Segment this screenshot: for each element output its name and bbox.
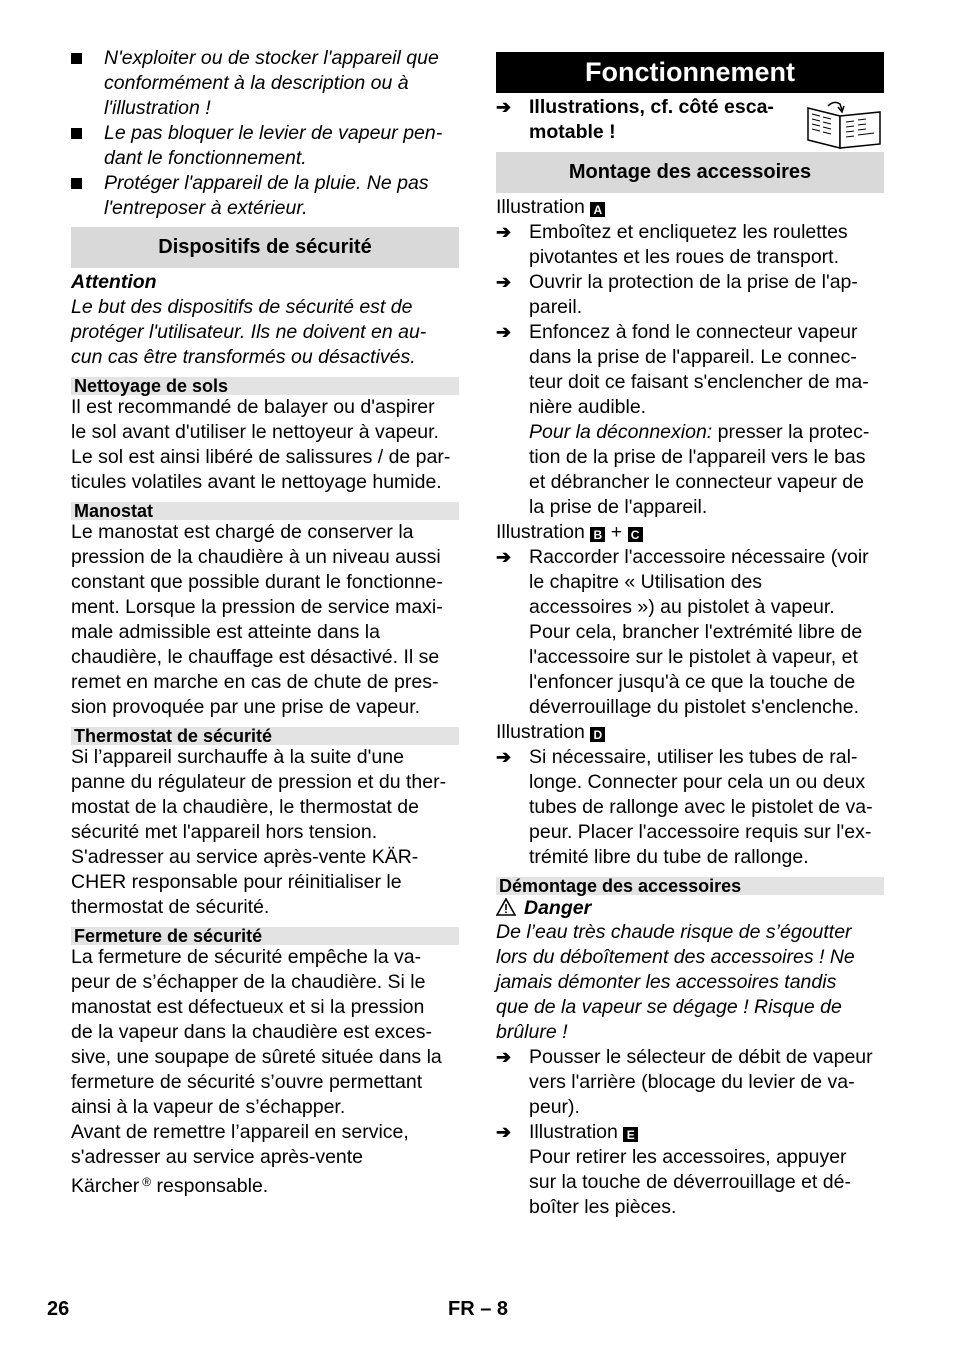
manostat-text: pression de la chaudière à un niveau aussi xyxy=(71,546,441,568)
closure-text: s'adresser au service après-vente xyxy=(71,1146,364,1168)
illustration-label: Illustration xyxy=(496,196,585,218)
illustration-label: Illustration xyxy=(496,721,585,743)
thermostat-text: panne du régulateur de pression et du ther- xyxy=(71,771,447,793)
montage-step-4: déverrouillage du pistolet s'enclenche. xyxy=(529,696,860,718)
subheading-manostat: Manostat xyxy=(71,502,459,520)
danger-label: Danger xyxy=(524,897,592,919)
floor-text: ticules volatiles avant le nettoyage humide. xyxy=(71,471,442,493)
section-heading-montage: Montage des accessoires xyxy=(496,152,884,193)
illustration-bc-line xyxy=(496,520,884,545)
warning-triangle-icon xyxy=(496,896,516,921)
figure-box-d: D xyxy=(590,727,605,742)
montage-step-5: longe. Connecter pour cela un ou deux xyxy=(529,771,866,793)
manostat-text: chaudière, le chauffage est désactivé. Il se xyxy=(71,646,440,668)
bullet-text: N'exploiter ou de stocker l'appareil que xyxy=(104,47,439,69)
manostat-text: sion provoquée par une prise de vapeur. xyxy=(71,696,421,718)
floor-text: le sol avant d'utiliser le nettoyeur à vapeur. xyxy=(71,421,439,443)
illustration-ref-text: motable ! xyxy=(529,121,616,143)
arrow-icon: ➔ xyxy=(496,272,512,292)
montage-step-4: l'accessoire sur le pistolet à vapeur, et xyxy=(529,646,858,668)
montage-step-1: pivotantes et les roues de transport. xyxy=(529,246,840,268)
illustration-ref-text: Illustrations, cf. côté esca- xyxy=(529,96,774,118)
montage-step-5: peur. Placer l'accessoire requis sur l'ex- xyxy=(529,821,872,843)
attention-text: Le but des dispositifs de sécurité est de xyxy=(71,296,413,318)
disconnect-text: tion de la prise de l'appareil vers le bas xyxy=(529,446,866,468)
dismount-step-1: peur). xyxy=(529,1096,580,1118)
plus-sign: + xyxy=(610,521,623,543)
figure-box-e: E xyxy=(623,1127,638,1142)
subheading-dismount: Démontage des accessoires xyxy=(496,877,884,895)
montage-step-4: accessoires ») au pistolet à vapeur. xyxy=(529,596,835,618)
closure-text: manostat est défectueux et si la pression xyxy=(71,996,425,1018)
montage-step-4: Pour cela, brancher l'extrémité libre de xyxy=(529,621,863,643)
arrow-icon: ➔ xyxy=(496,1047,512,1067)
closure-last-line xyxy=(71,1170,459,1195)
montage-step-5: trémité libre du tube de rallonge. xyxy=(529,846,809,868)
arrow-icon: ➔ xyxy=(496,547,512,567)
thermostat-text: Si l’appareil surchauffe à la suite d'une xyxy=(71,746,404,768)
montage-step-1: Emboîtez et encliquetez les roulettes xyxy=(529,221,848,243)
bullet-square-icon xyxy=(71,53,82,64)
arrow-icon: ➔ xyxy=(496,747,512,767)
dismount-step-2: boîter les pièces. xyxy=(529,1196,677,1218)
bullet-text: Protéger l'appareil de la pluie. Ne pas xyxy=(104,172,429,194)
dismount-step-1: Pousser le sélecteur de débit de vapeur xyxy=(529,1046,873,1068)
closure-text: ainsi à la vapeur de s’échapper. xyxy=(71,1096,346,1118)
montage-step-5: Si nécessaire, utiliser les tubes de ral- xyxy=(529,746,858,768)
dismount-step-2: sur la touche de déverrouillage et dé- xyxy=(529,1171,851,1193)
montage-step-3: dans la prise de l'appareil. Le connec- xyxy=(529,346,857,368)
montage-step-3: Enfoncez à fond le connecteur vapeur xyxy=(529,321,858,343)
section-heading-safety: Dispositifs de sécurité xyxy=(71,227,459,268)
danger-text: De l’eau très chaude risque de s’égoutter xyxy=(496,921,852,943)
disconnect-text: la prise de l'appareil. xyxy=(529,496,708,518)
section-page-label: FR – 8 xyxy=(448,1298,509,1320)
bullet-text: Le pas bloquer le levier de vapeur pen- xyxy=(104,122,443,144)
dismount-step-2: Pour retirer les accessoires, appuyer xyxy=(529,1146,847,1168)
figure-box-b: B xyxy=(590,527,605,542)
figure-box-a: A xyxy=(590,202,605,217)
closure-text: fermeture de sécurité s’ouvre permettant xyxy=(71,1071,423,1093)
thermostat-text: mostat de la chaudière, le thermostat de xyxy=(71,796,419,818)
danger-text: brûlure ! xyxy=(496,1021,568,1043)
bullet-square-icon xyxy=(71,128,82,139)
montage-step-4: Raccorder l'accessoire nécessaire (voir xyxy=(529,546,869,568)
montage-step-2: Ouvrir la protection de la prise de l'ap- xyxy=(529,271,858,293)
figure-box-c: C xyxy=(628,527,643,542)
closure-last-text: responsable. xyxy=(151,1175,269,1197)
disconnect-label: Pour la déconnexion: xyxy=(529,421,713,443)
illustration-d-line xyxy=(496,720,884,745)
manostat-text: Le manostat est chargé de conserver la xyxy=(71,521,414,543)
illustration-a-line xyxy=(496,195,884,220)
attention-label: Attention xyxy=(71,271,157,293)
danger-text: que de la vapeur se dégage ! Risque de xyxy=(496,996,842,1018)
closure-text: La fermeture de sécurité empêche la va- xyxy=(71,946,422,968)
arrow-icon: ➔ xyxy=(496,97,512,117)
disconnect-text: presser la protec- xyxy=(712,421,870,443)
bullet-text: l'illustration ! xyxy=(104,97,211,119)
manostat-text: remet en marche en cas de chute de pres- xyxy=(71,671,439,693)
closure-text: Avant de remettre l’appareil en service, xyxy=(71,1121,409,1143)
disconnect-text: et débrancher le connecteur vapeur de xyxy=(529,471,864,493)
attention-text: cun cas être transformés ou désactivés. xyxy=(71,346,416,368)
montage-step-4: l'enfoncer jusqu'à ce que la touche de xyxy=(529,671,856,693)
thermostat-text: sécurité met l'appareil hors tension. xyxy=(71,821,378,843)
closure-text: peur de s’échapper de la chaudière. Si le xyxy=(71,971,426,993)
manostat-text: constant que possible durant le fonctionne- xyxy=(71,571,443,593)
illustration-label: Illustration xyxy=(529,1121,618,1143)
montage-step-2: pareil. xyxy=(529,296,583,318)
montage-step-3: nière audible. xyxy=(529,396,647,418)
bullet-square-icon xyxy=(71,178,82,189)
section-title-fonctionnement: Fonctionnement xyxy=(496,52,884,93)
danger-text: lors du déboîtement des accessoires ! Ne xyxy=(496,946,855,968)
disconnect-line xyxy=(529,420,884,445)
dismount-step-2-label-line xyxy=(529,1120,884,1145)
manostat-text: ment. Lorsque la pression de service maxi- xyxy=(71,596,443,618)
open-book-icon xyxy=(804,100,884,152)
attention-text: protéger l'utilisateur. Ils ne doivent en au- xyxy=(71,321,427,343)
danger-line xyxy=(496,896,884,921)
danger-text: jamais démonter les accessoires tandis xyxy=(496,971,837,993)
subheading-floor: Nettoyage de sols xyxy=(71,377,459,395)
montage-step-3: teur doit ce faisant s'enclencher de ma- xyxy=(529,371,869,393)
brand-name: Kärcher xyxy=(71,1175,140,1197)
bullet-text: l'entreposer à extérieur. xyxy=(104,197,308,219)
montage-step-5: tubes de rallonge avec le pistolet de va- xyxy=(529,796,873,818)
thermostat-text: CHER responsable pour réinitialiser le xyxy=(71,871,402,893)
thermostat-text: thermostat de sécurité. xyxy=(71,896,270,918)
floor-text: Il est recommandé de balayer ou d'aspirer xyxy=(71,396,435,418)
manostat-text: male admissible est atteinte dans la xyxy=(71,621,380,643)
bullet-text: dant le fonctionnement. xyxy=(104,147,307,169)
page-number: 26 xyxy=(47,1298,70,1320)
closure-text: sive, une soupape de sûreté située dans la xyxy=(71,1046,442,1068)
montage-step-4: le chapitre « Utilisation des xyxy=(529,571,763,593)
floor-text: Le sol est ainsi libéré de salissures / de par- xyxy=(71,446,451,468)
arrow-icon: ➔ xyxy=(496,322,512,342)
illustration-label: Illustration xyxy=(496,521,585,543)
registered-mark: ® xyxy=(142,1175,152,1189)
dismount-step-1: vers l'arrière (blocage du levier de va- xyxy=(529,1071,855,1093)
subheading-closure: Fermeture de sécurité xyxy=(71,927,459,945)
bullet-text: conformément à la description ou à xyxy=(104,72,409,94)
arrow-icon: ➔ xyxy=(496,222,512,242)
subheading-thermostat: Thermostat de sécurité xyxy=(71,727,459,745)
thermostat-text: S'adresser au service après-vente KÄR- xyxy=(71,846,419,868)
arrow-icon: ➔ xyxy=(496,1122,512,1142)
closure-text: de la vapeur dans la chaudière est exces- xyxy=(71,1021,432,1043)
